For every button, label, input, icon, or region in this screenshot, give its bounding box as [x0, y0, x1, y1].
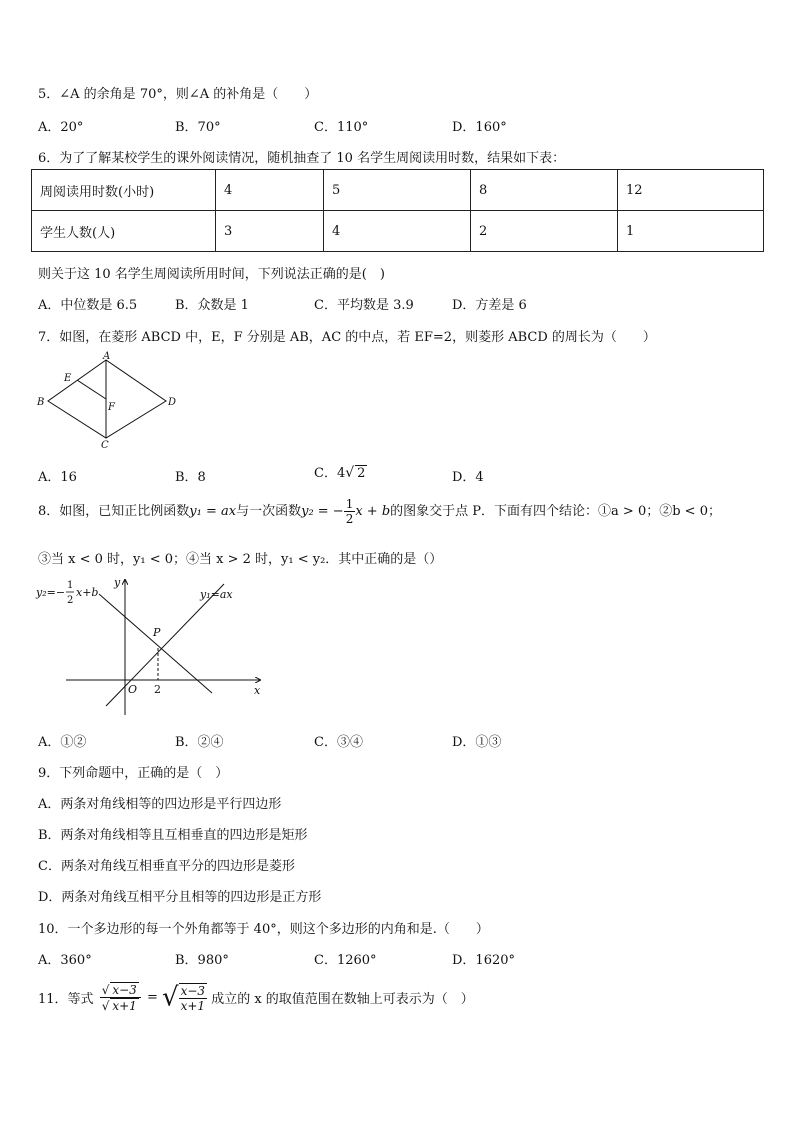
table-row	[32, 211, 764, 252]
q8-option-a[interactable]: A．①②	[38, 735, 87, 750]
q11-rhs-fraction	[179, 983, 207, 1013]
q7-option-c[interactable]: C．4√ 2	[314, 465, 366, 481]
label-a: A	[103, 351, 111, 362]
q9-option-b[interactable]: B．两条对角线相等且互相垂直的四边形是矩形	[38, 828, 308, 843]
q11-rhs-radical-icon: √	[162, 982, 179, 1013]
q8-eq2-left: y₂ = −	[301, 504, 344, 519]
q6-option-b[interactable]: B．众数是 1	[175, 298, 249, 313]
q8-stem-mid2: 的图象交于点 P．下面有四个结论：①a > 0；②b < 0；	[390, 504, 721, 519]
table-cell: 周阅读用时数(小时)	[32, 170, 216, 211]
segment-ef	[77, 380, 106, 399]
q8-option-b[interactable]: B．②④	[175, 735, 224, 750]
q5-option-a[interactable]: A．20°	[38, 120, 84, 135]
q11-stem	[38, 982, 474, 1013]
table-cell: 学生人数(人)	[32, 211, 216, 252]
q7-option-c-label: C．4	[314, 466, 346, 481]
label-e: E	[64, 373, 72, 384]
q8-option-d[interactable]: D．①③	[452, 735, 502, 750]
table-cell: 1	[618, 211, 764, 252]
table-cell: 8	[471, 170, 618, 211]
q8-graph-figure	[34, 572, 274, 722]
q9-option-d[interactable]: D．两条对角线互相平分且相等的四边形是正方形	[38, 890, 322, 905]
table-row	[32, 170, 764, 211]
q10-option-a[interactable]: A．360°	[38, 953, 92, 968]
q8-eq1: y₁ = ax	[189, 504, 237, 519]
q6-option-a[interactable]: A．中位数是 6.5	[38, 298, 138, 313]
q11-suffix: 成立的 x 的取值范围在数轴上可表示为（ ）	[211, 992, 474, 1007]
label-line-y2-left: y₂=−	[36, 586, 66, 599]
q11-prefix: 11．等式	[38, 992, 94, 1007]
table-cell: 4	[324, 211, 471, 252]
q11-lhs-num: x−3	[112, 983, 137, 997]
q5-option-c[interactable]: C．110°	[314, 120, 369, 135]
q7-stem: 7．如图，在菱形 ABCD 中，E，F 分别是 AB，AC 的中点，若 EF=2，则菱形 ABCD 的周长为（ ）	[38, 330, 656, 345]
label-b: B	[37, 397, 45, 408]
q8-stem-prefix: 8．如图，已知正比例函数	[38, 504, 190, 519]
q5-option-b[interactable]: B．70°	[175, 120, 221, 135]
q8-eq2-right: x + b	[355, 504, 391, 519]
label-tick-2: 2	[154, 683, 161, 696]
q6-table	[31, 169, 764, 252]
q11-equals: =	[146, 990, 158, 1005]
q6-option-d[interactable]: D．方差是 6	[452, 298, 527, 313]
q7-option-d[interactable]: D．4	[452, 470, 484, 485]
label-point-p: P	[153, 626, 161, 639]
q6-option-c[interactable]: C．平均数是 3.9	[314, 298, 414, 313]
q8-eq2-fraction	[344, 497, 356, 526]
table-cell: 4	[216, 170, 324, 211]
q10-stem: 10．一个多边形的每一个外角都等于 40°，则这个多边形的内角和是.（ ）	[38, 922, 489, 937]
q5-stem: 5．∠A 的余角是 70°，则∠A 的补角是（ ）	[38, 87, 318, 102]
table-cell: 3	[216, 211, 324, 252]
q11-lhs-den-wrap: √ x+1	[101, 999, 137, 1013]
q10-option-d[interactable]: D．1620°	[452, 953, 516, 968]
label-c: C	[101, 440, 109, 450]
label-f: F	[108, 402, 115, 413]
label-line-y1: y₁=ax	[200, 588, 233, 601]
q8-eq2-den: 2	[345, 512, 354, 526]
q8-eq2-num: 1	[345, 497, 354, 511]
q8-option-c[interactable]: C．③④	[314, 735, 363, 750]
label-line-y2-num: 1	[67, 580, 74, 591]
q7-option-b[interactable]: B．8	[175, 470, 206, 485]
q5-option-d[interactable]: D．160°	[452, 120, 507, 135]
q9-option-a[interactable]: A．两条对角线相等的四边形是平行四边形	[38, 797, 282, 812]
q7-option-a[interactable]: A．16	[38, 470, 77, 485]
table-cell: 2	[471, 211, 618, 252]
table-cell: 12	[618, 170, 764, 211]
q10-option-c[interactable]: C．1260°	[314, 953, 377, 968]
q6-stem: 6．为了了解某校学生的课外阅读情况，随机抽查了 10 名学生周阅读用时数，结果如下表：	[38, 151, 566, 166]
rhombus-shape	[48, 360, 166, 438]
label-origin: O	[128, 683, 138, 696]
label-d: D	[168, 397, 177, 408]
q6-question: 则关于这 10 名学生周阅读所用时间，下列说法正确的是( )	[38, 267, 385, 282]
q11-rhs-den: x+1	[180, 998, 206, 1013]
label-y-axis: y	[114, 576, 121, 589]
q8-stem-line1	[38, 497, 721, 526]
q9-stem: 9．下列命题中，正确的是（ ）	[38, 766, 229, 781]
table-cell: 5	[324, 170, 471, 211]
q8-stem-mid1: 与一次函数	[236, 504, 302, 519]
q8-stem-line2: ③当 x < 0 时，y₁ < 0；④当 x > 2 时，y₁ < y₂．其中正确的是（）	[38, 552, 443, 567]
q11-lhs-num-wrap: √ x−3	[100, 982, 141, 998]
label-x-axis: x	[254, 684, 261, 697]
line-y2	[99, 594, 212, 693]
label-line-y2-den: 2	[67, 595, 74, 606]
q7-option-c-radicand: 2	[357, 466, 366, 481]
q11-rhs-num: x−3	[180, 983, 206, 998]
label-line-y2-right: x+b	[76, 586, 99, 599]
q11-lhs-fraction	[100, 982, 141, 1013]
q7-rhombus-figure	[34, 350, 184, 450]
q10-option-b[interactable]: B．980°	[175, 953, 229, 968]
q9-option-c[interactable]: C．两条对角线互相垂直平分的四边形是菱形	[38, 859, 295, 874]
q11-lhs-den: x+1	[112, 999, 137, 1013]
